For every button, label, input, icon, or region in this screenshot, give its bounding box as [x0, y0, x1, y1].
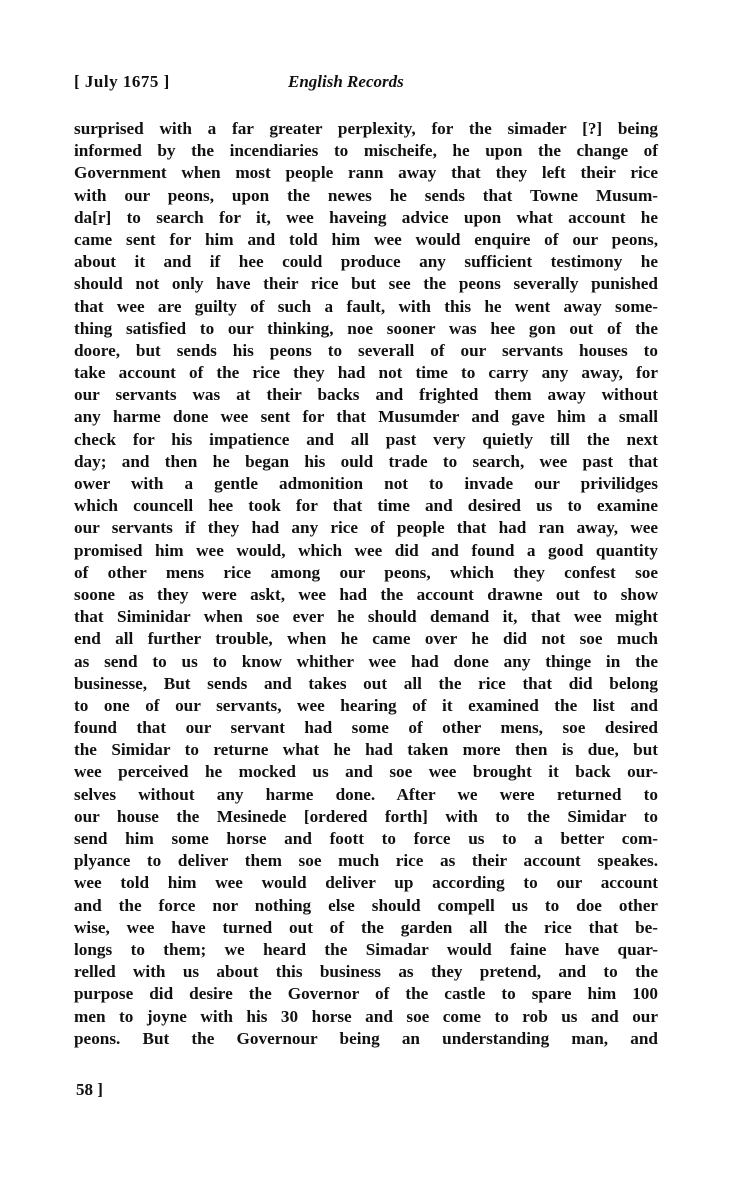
page-header: [74, 72, 655, 96]
page-number: 58 ]: [76, 1080, 103, 1099]
text-line: wise, wee have turned out of the garden all the rice that be-: [74, 917, 658, 937]
text-line: surprised with a far greater perplexity, for the simader [?] being: [74, 119, 658, 138]
text-line: plyance to deliver them soe much rice as their account speakes.: [74, 851, 658, 871]
text-line: our servants if they had any rice of people that had ran away, wee: [74, 518, 658, 538]
text-line: with our peons, upon the newes he sends that Towne Musum-: [74, 185, 658, 205]
text-line: and the force nor nothing else should compell us to doe other: [74, 895, 658, 915]
text-line: that wee are guilty of such a fault, with this he went away some-: [74, 296, 658, 316]
text-line: informed by the incendiaries to mischeife, he upon the change of: [74, 141, 658, 161]
text-line: peons. But the Governour being an understanding man, and: [74, 1028, 658, 1048]
text-line: longs to them; we heard the Simadar would faine have quar-: [74, 939, 658, 959]
text-line: as send to us to know whither wee had done any thinge in the: [74, 651, 658, 671]
text-line: businesse, But sends and takes out all the rice that did belong: [74, 673, 658, 693]
text-line: the Simidar to returne what he had taken more then is due, but: [74, 740, 658, 760]
text-line: take account of the rice they had not time to carry any away, for: [74, 363, 658, 383]
page-footer: [76, 1080, 103, 1100]
text-line: that Siminidar when soe ever he should demand it, that wee might: [74, 607, 658, 627]
text-line: our servants was at their backs and frighted them away without: [74, 385, 658, 405]
text-line: wee perceived he mocked us and soe wee brought it back our-: [74, 762, 658, 782]
text-line: da[r] to search for it, wee haveing advice upon what account he: [74, 207, 658, 227]
text-line: our house the Mesinede [ordered forth] with to the Simidar to: [74, 806, 658, 826]
text-line: to one of our servants, wee hearing of it examined the list and: [74, 695, 658, 715]
text-line: soone as they were askt, wee had the account drawne out to show: [74, 584, 658, 604]
running-title: English Records: [288, 72, 404, 91]
text-line: purpose did desire the Governor of the castle to spare him 100: [74, 984, 658, 1004]
text-line: found that our servant had some of other mens, soe desired: [74, 718, 658, 738]
text-line: doore, but sends his peons to severall of our servants houses to: [74, 340, 658, 360]
text-line: about it and if hee could produce any sufficient testimony he: [74, 252, 658, 272]
text-line: check for his impatience and all past very quietly till the next: [74, 429, 658, 449]
text-line: ower with a gentle admonition not to invade our privilidges: [74, 474, 658, 493]
text-line: Government when most people rann away that they left their rice: [74, 163, 658, 183]
text-line: which councell hee took for that time and desired us to examine: [74, 496, 658, 516]
text-line: promised him wee would, which wee did and found a good quantity: [74, 540, 658, 560]
text-line: end all further trouble, when he came over he did not soe much: [74, 629, 658, 649]
text-line: relled with us about this business as they pretend, and to the: [74, 962, 658, 982]
text-line: send him some horse and foott to force us to a better com-: [74, 829, 658, 848]
text-line: should not only have their rice but see the peons severally punished: [74, 274, 658, 294]
text-line: men to joyne with his 30 horse and soe come to rob us and our: [74, 1006, 658, 1026]
text-line: any harme done wee sent for that Musumder and gave him a small: [74, 407, 658, 427]
text-line: thing satisfied to our thinking, noe sooner was hee gon out of the: [74, 318, 658, 338]
text-line: day; and then he began his ould trade to search, wee past that: [74, 451, 658, 471]
text-line: wee told him wee would deliver up according to our account: [74, 873, 658, 893]
header-date: [ July 1675 ]: [74, 72, 170, 91]
body-text: [74, 118, 658, 1050]
text-line: came sent for him and told him wee would enquire of our peons,: [74, 229, 658, 249]
text-line: selves without any harme done. After we were returned to: [74, 784, 658, 804]
text-line: of other mens rice among our peons, which they confest soe: [74, 562, 658, 582]
